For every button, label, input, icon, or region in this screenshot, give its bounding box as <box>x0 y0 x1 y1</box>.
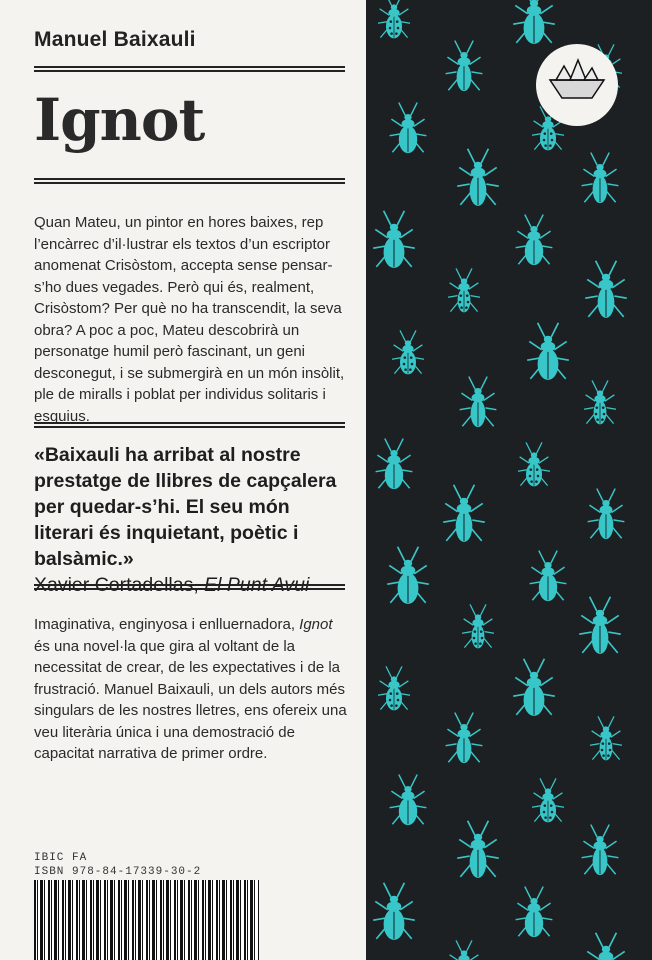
beetle-icon <box>582 153 619 204</box>
author-name: Manuel Baixauli <box>34 28 196 51</box>
beetle-icon <box>373 211 415 268</box>
beetle-icon <box>588 489 625 540</box>
beetle-icon <box>527 323 569 380</box>
description-part2: és una novel·la que gira al voltant de la necessitat de crear, de les expectatives i de la frustració. Manuel Baixauli, un dels autors més singulars de les nostres lletres, ens ofereix una veu literària única i una demostració de capacitat narrativa de primer ordre. <box>34 637 347 762</box>
beetle-icon <box>443 485 485 542</box>
beetle-icon <box>518 442 550 486</box>
beetle-icon <box>448 940 480 960</box>
beetle-icon <box>457 149 499 206</box>
beetle-icon <box>376 439 413 490</box>
description-part1: Imaginativa, enginyosa i enlluernadora, <box>34 616 300 633</box>
paper-boat-icon <box>536 44 618 126</box>
beetle-icon <box>378 666 410 710</box>
quote-publication: El Punt Avui <box>204 574 310 596</box>
beetle-icon <box>390 103 427 154</box>
quote-top-divider <box>34 422 345 428</box>
beetle-icon <box>516 887 553 938</box>
title-divider <box>34 178 345 184</box>
beetle-pattern <box>366 0 652 960</box>
quote-bottom-divider <box>34 584 345 590</box>
beetle-icon <box>585 261 627 318</box>
barcode-icon <box>34 880 259 960</box>
quote-text: «Baixauli ha arribat al nostre prestatge de llibres de capçalera per quedar-s’hi. El seu món literari és inquietant, poètic i balsàmic.» <box>34 444 337 570</box>
publisher-logo <box>536 44 618 126</box>
top-divider <box>34 66 345 72</box>
beetle-icon <box>585 933 627 960</box>
description-title-ref: Ignot <box>299 616 333 633</box>
beetle-icon <box>387 547 429 604</box>
beetle-icon <box>446 41 483 92</box>
beetle-icon <box>462 604 494 648</box>
beetle-icon <box>392 330 424 374</box>
beetle-icon <box>582 825 619 876</box>
description-paragraph <box>34 614 350 765</box>
book-title: Ignot <box>34 86 205 154</box>
quote-source: Xavier Cortadellas, <box>34 574 199 596</box>
review-quote <box>34 442 354 598</box>
beetle-icon <box>584 380 616 424</box>
beetle-icon <box>446 713 483 764</box>
beetle-artwork-panel <box>366 0 652 960</box>
ibic-code: IBIC FA <box>34 852 88 864</box>
beetle-icon <box>532 778 564 822</box>
beetle-icon <box>373 883 415 940</box>
beetle-icon <box>579 597 621 654</box>
beetle-icon <box>378 0 410 38</box>
isbn-code: ISBN 978-84-17339-30-2 <box>34 866 202 878</box>
blurb-paragraph: Quan Mateu, un pintor en hores baixes, rep l’encàrrec d’il·lustrar els textos d’un escriptor anomenat Crisòstom, accepta sense pensar-s’ho dues vegades. Però qui és, realment, Crisòstom? Per què no ha transcendit, la seva obra? A poc a poc, Mateu descobrirà un personatge humil però fascinant, un geni desconegut, i se submergirà en un món insòlit, ple de miralls i poblat per individus solitaris i esquius. <box>34 214 345 425</box>
beetle-icon <box>390 775 427 826</box>
beetle-icon <box>516 215 553 266</box>
beetle-icon <box>457 821 499 878</box>
beetle-icon <box>448 268 480 312</box>
beetle-icon <box>530 551 567 602</box>
beetle-icon <box>460 377 497 428</box>
beetle-icon <box>513 659 555 716</box>
beetle-icon <box>513 0 555 44</box>
beetle-icon <box>590 716 622 760</box>
